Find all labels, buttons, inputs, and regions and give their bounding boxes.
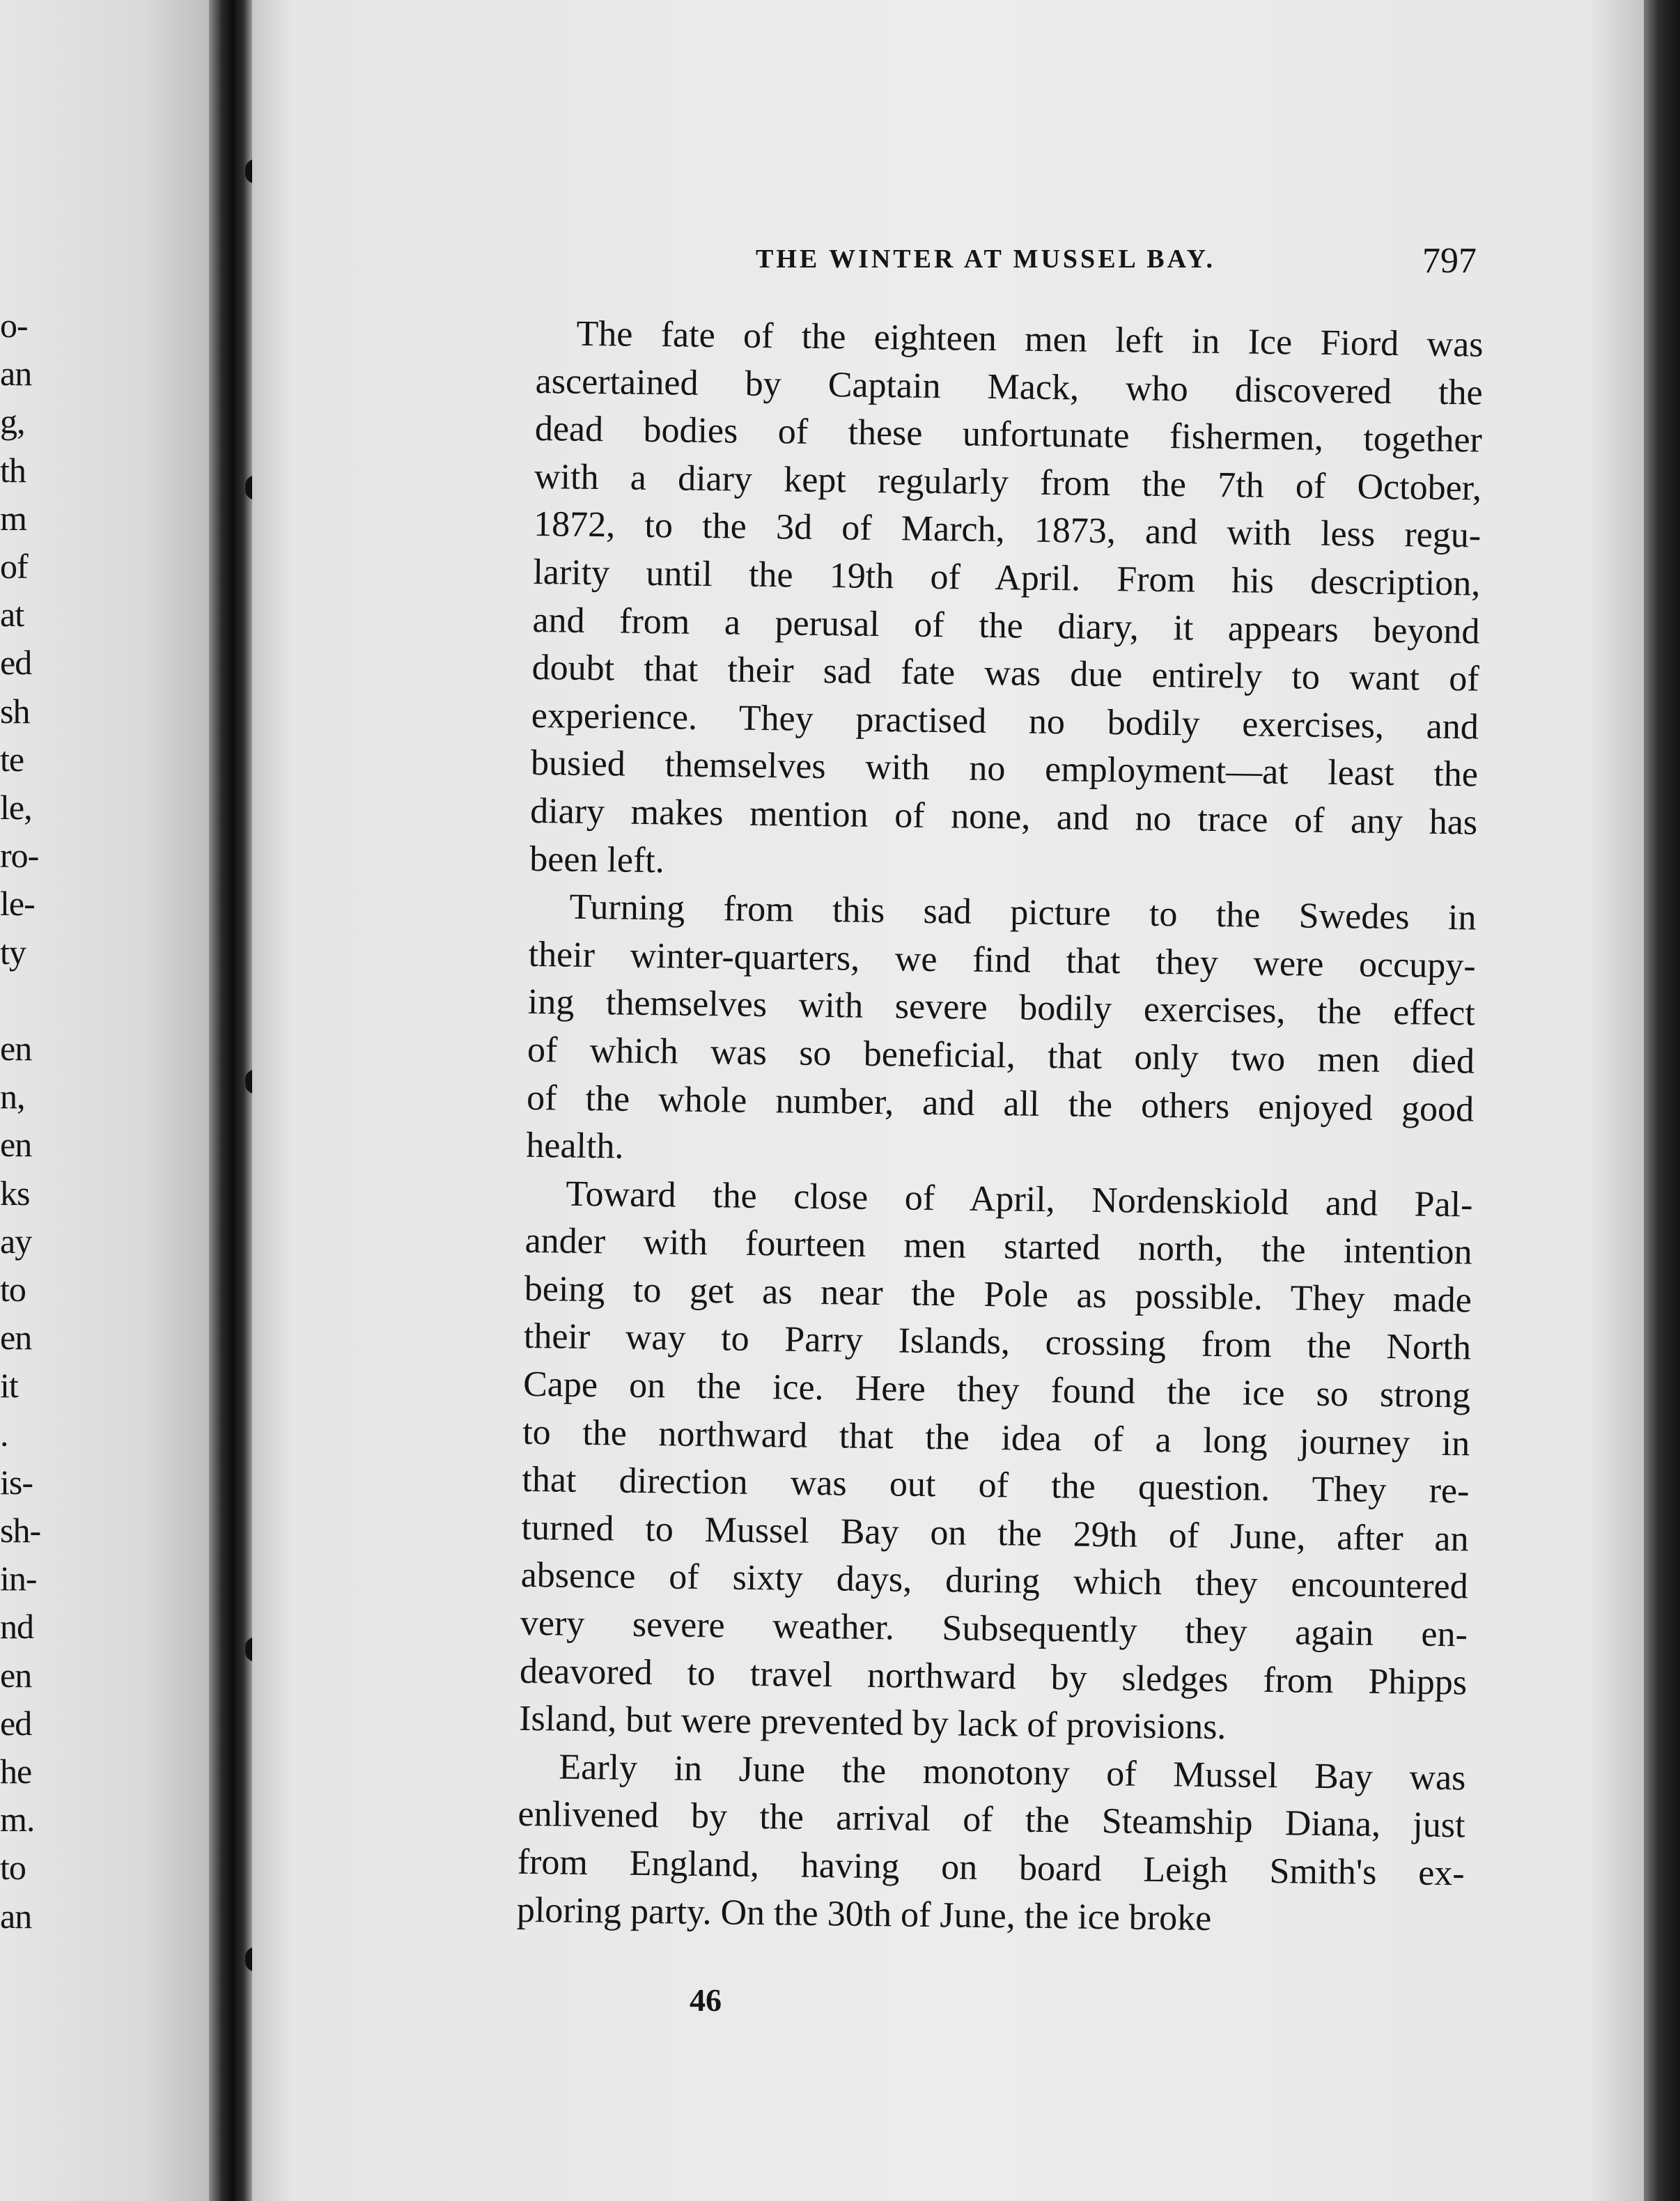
- text-line: their way to Parry Islands, crossing from the North: [523, 1316, 1472, 1368]
- text-line: of which was so beneficial, that only two men died: [527, 1029, 1475, 1082]
- text-line: diary makes mention of none, and no trace of any has: [529, 791, 1478, 843]
- left-page-line-fragment: ed: [0, 643, 32, 683]
- text-line: and from a perusal of the diary, it appears beyond: [532, 600, 1480, 652]
- text-line: busied themselves with no employment—at least the: [530, 743, 1479, 795]
- left-page-line-fragment: te: [0, 739, 24, 779]
- left-facing-page: [0, 0, 209, 2201]
- left-page-line-fragment: it: [0, 1366, 18, 1406]
- text-line: with a diary kept regularly from the 7th of October,: [534, 456, 1482, 508]
- text-line: The fate of the eighteen men left in Ice Fiord was: [576, 313, 1484, 365]
- text-line: turned to Mussel Bay on the 29th of June, after an: [521, 1507, 1469, 1560]
- running-head: THE WINTER AT MUSSEL BAY.: [756, 244, 1216, 274]
- text-line: their winter-quarters, we find that they were occupy-: [528, 934, 1476, 986]
- left-page-line-fragment: is-: [0, 1462, 33, 1502]
- signature-mark: 46: [690, 1982, 722, 2018]
- left-page-line-fragment: nd: [0, 1607, 33, 1647]
- text-line: 1872, to the 3d of March, 1873, and with less regu-: [533, 504, 1481, 556]
- left-page-line-fragment: ty: [0, 932, 26, 972]
- left-page-line-fragment: ed: [0, 1703, 32, 1743]
- left-page-line-fragment: sh: [0, 691, 30, 731]
- left-page-line-fragment: ay: [0, 1221, 32, 1261]
- text-line: Toward the close of April, Nordenskiold and Pal-: [566, 1174, 1473, 1225]
- left-page-line-fragment: an: [0, 354, 32, 394]
- text-line: Cape on the ice. Here they found the ice so strong: [522, 1364, 1471, 1416]
- page-number: 797: [1422, 241, 1477, 281]
- text-line: Early in June the monotony of Mussel Bay was: [559, 1747, 1466, 1798]
- left-page-line-fragment: o-: [0, 306, 28, 345]
- left-page-line-fragment: .: [0, 1414, 8, 1454]
- left-page-line-fragment: g,: [0, 402, 25, 442]
- text-line: experience. They practised no bodily exercises, and: [531, 695, 1479, 747]
- text-line: dead bodies of these unfortunate fishermen, together: [534, 409, 1483, 460]
- book-binding-gutter: [209, 0, 252, 2201]
- left-page-line-fragment: m: [0, 498, 26, 538]
- left-page-line-fragment: sh-: [0, 1511, 41, 1550]
- text-line: health.: [525, 1126, 624, 1167]
- text-line: enlivened by the arrival of the Steamship Diana, just: [518, 1794, 1465, 1846]
- left-page-line-fragment: n,: [0, 1077, 25, 1117]
- text-line: doubt that their sad fate was due entirely to want of: [531, 648, 1479, 699]
- text-line: from England, having on board Leigh Smith's ex-: [517, 1842, 1465, 1894]
- text-line: deavored to travel northward by sledges from Phipps: [519, 1651, 1468, 1703]
- left-page-line-fragment: in-: [0, 1559, 37, 1599]
- text-line: absence of sixty days, during which they encountered: [520, 1555, 1469, 1607]
- left-page-line-fragment: of: [0, 547, 28, 586]
- text-line: larity until the 19th of April. From his description,: [533, 552, 1481, 604]
- text-line: Turning from this sad picture to the Swedes in: [569, 887, 1477, 938]
- left-page-line-fragment: to: [0, 1848, 26, 1888]
- left-page-line-fragment: en: [0, 1029, 32, 1068]
- paragraph: [517, 1743, 1466, 1946]
- text-line: being to get as near the Pole as possible. They made: [524, 1268, 1472, 1321]
- left-page-line-fragment: ks: [0, 1173, 30, 1213]
- left-page-line-fragment: en: [0, 1318, 32, 1358]
- paragraph: [526, 883, 1477, 1181]
- left-page-line-fragment: en: [0, 1125, 32, 1165]
- left-page-line-fragment: le,: [0, 788, 32, 827]
- left-page-line-fragment: to: [0, 1270, 26, 1309]
- left-page-line-fragment: en: [0, 1655, 32, 1695]
- paragraph: [519, 1170, 1473, 1755]
- text-line: been left.: [529, 839, 665, 880]
- text-line: of the whole number, and all the others enjoyed good: [526, 1078, 1475, 1130]
- text-line: that direction was out of the question. They re-: [522, 1460, 1470, 1511]
- left-page-line-fragment: le-: [0, 884, 35, 924]
- text-line: Island, but were prevented by lack of provisions.: [518, 1699, 1227, 1748]
- body-text: [517, 310, 1484, 1946]
- text-line: to the northward that the idea of a long journey in: [522, 1412, 1470, 1464]
- text-line: ascertained by Captain Mack, who discovered the: [535, 361, 1483, 413]
- text-line: ander with fourteen men started north, the intention: [524, 1221, 1472, 1273]
- left-page-line-fragment: he: [0, 1752, 32, 1791]
- text-line: very severe weather. Subsequently they again en-: [520, 1603, 1468, 1655]
- left-page-line-fragment: ro-: [0, 836, 39, 876]
- left-page-line-fragment: m.: [0, 1800, 35, 1840]
- text-line: ploring party. On the 30th of June, the ice broke: [516, 1890, 1212, 1938]
- left-page-line-fragment: an: [0, 1896, 32, 1936]
- text-line: ing themselves with severe bodily exercises, the effect: [527, 982, 1476, 1034]
- page-edge-shadow: [1644, 0, 1680, 2201]
- paragraph: [529, 310, 1484, 895]
- left-page-line-fragment: th: [0, 450, 26, 490]
- left-page-line-fragment: at: [0, 595, 24, 635]
